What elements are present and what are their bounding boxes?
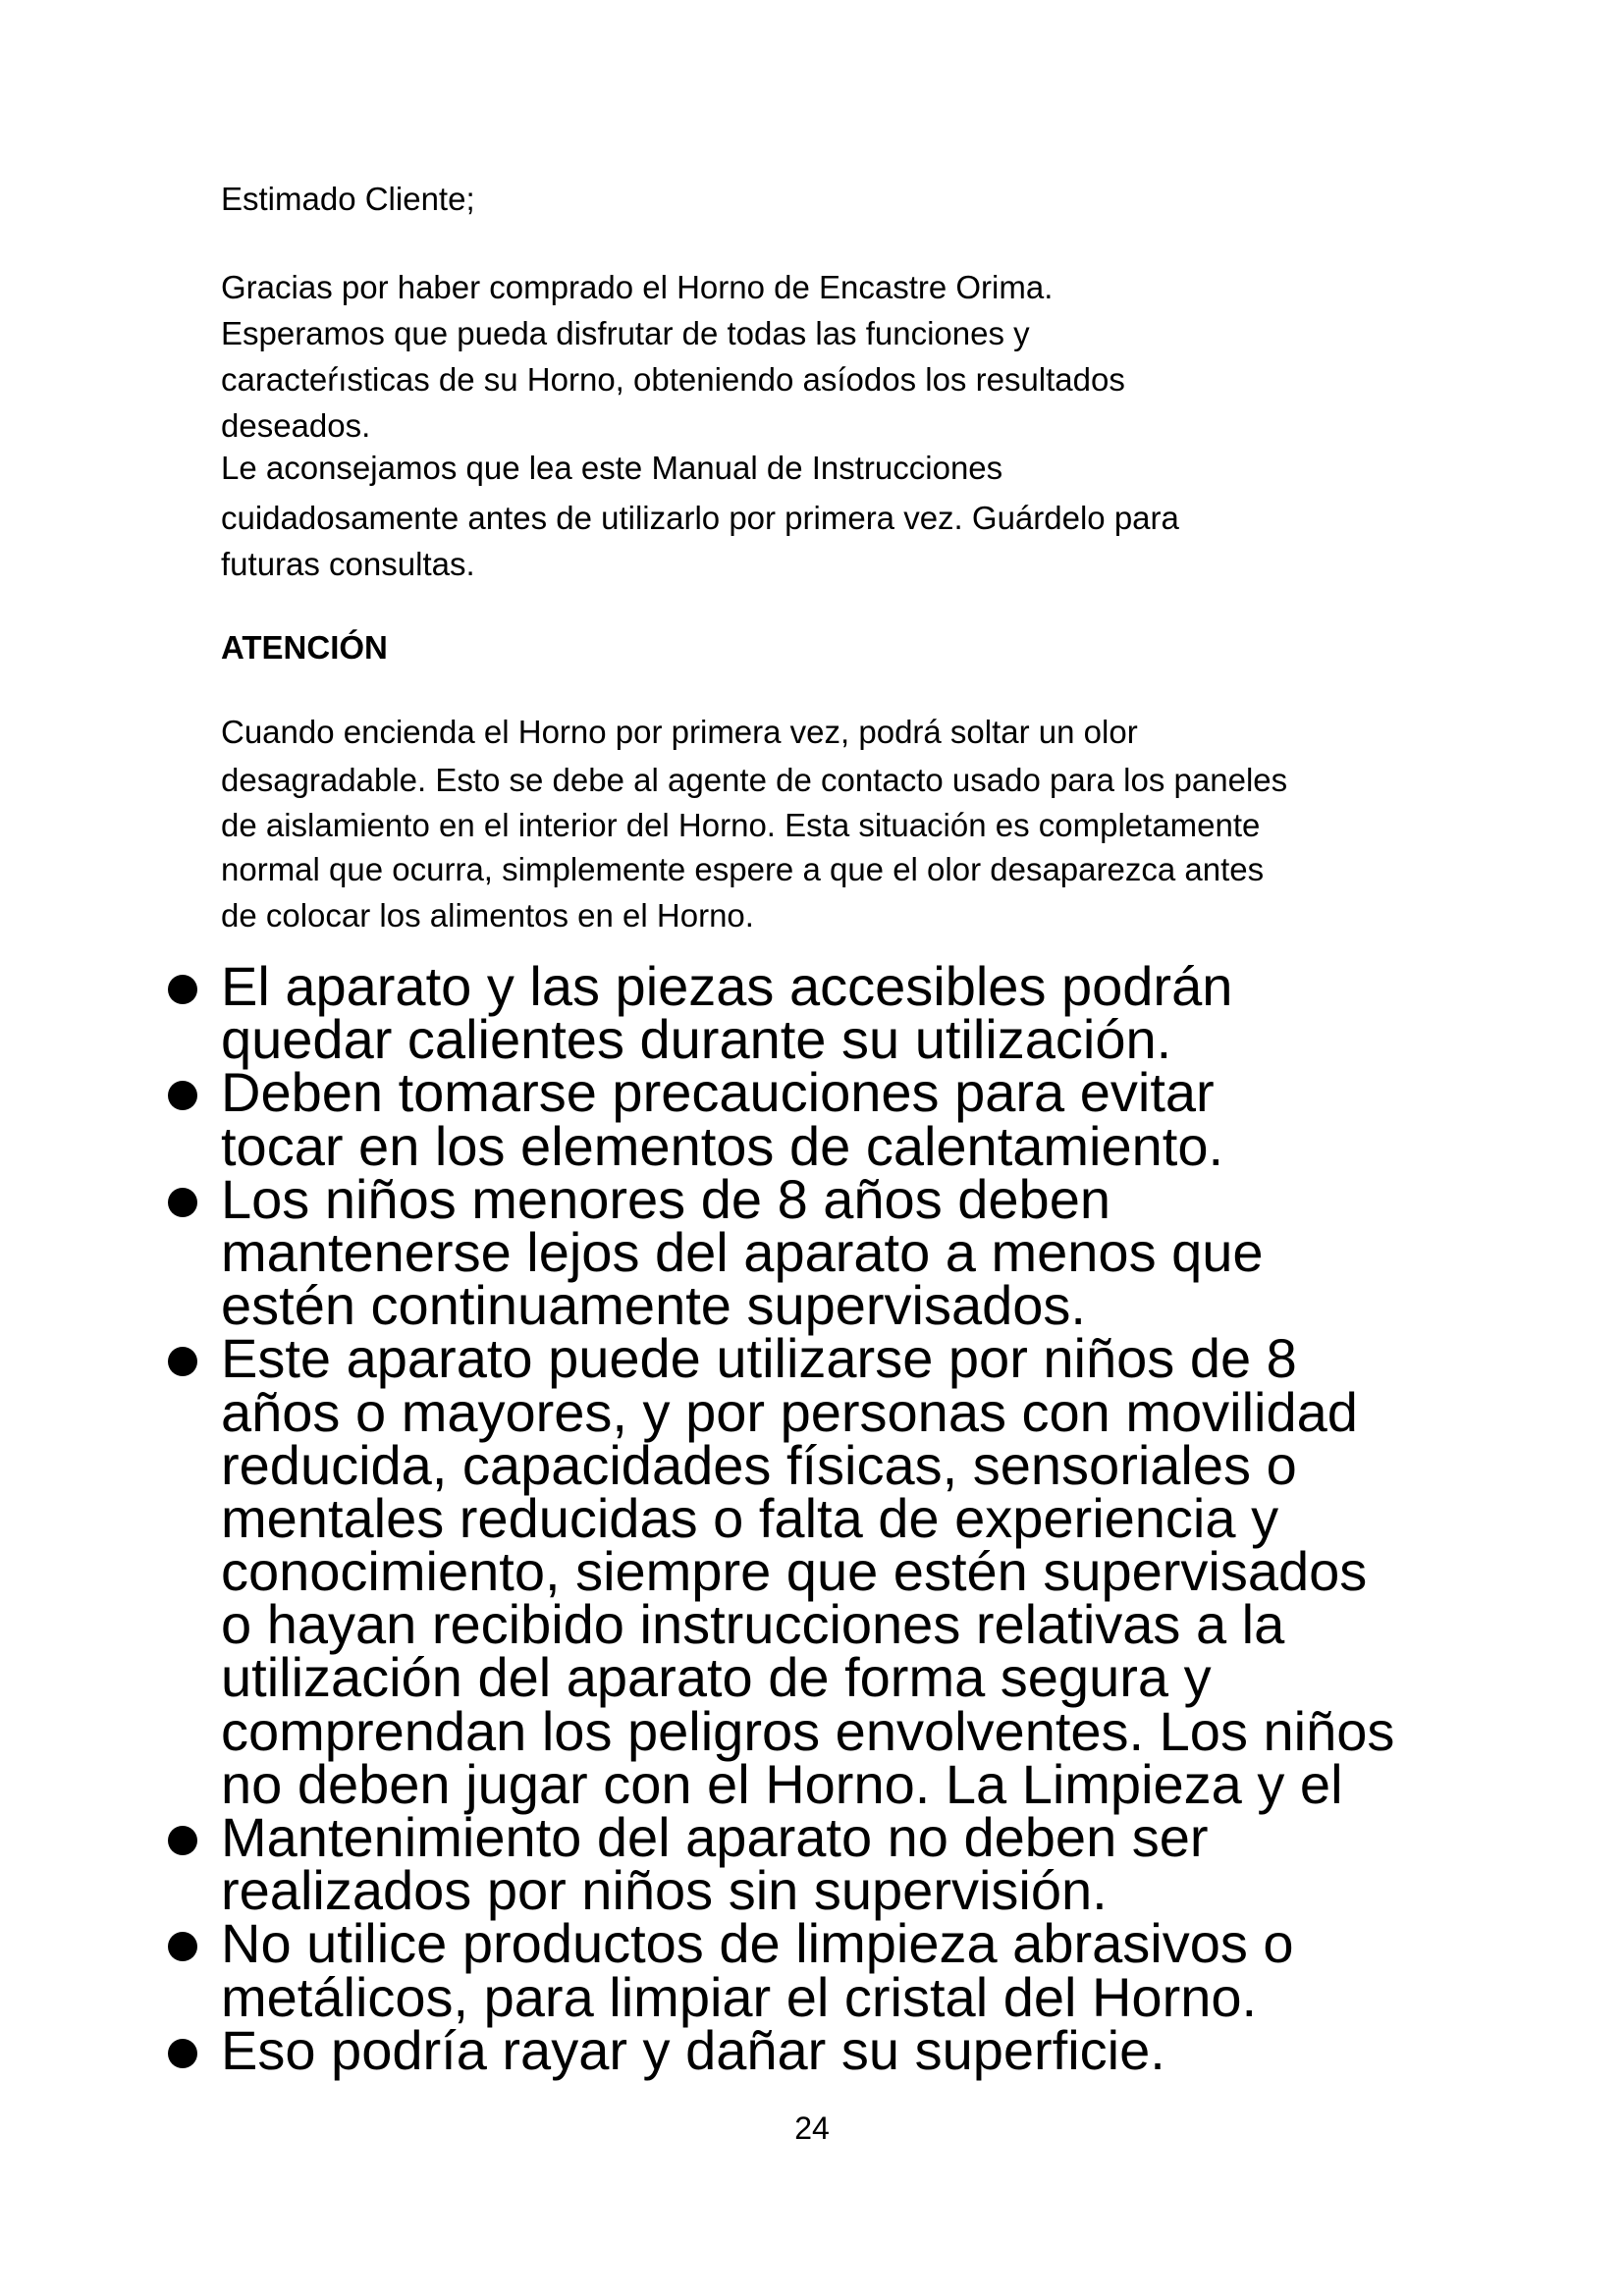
bullet-line [221, 1752, 1497, 1815]
bullet-dot-icon [168, 1932, 197, 1961]
warning-line: de aislamiento en el interior del Horno. Esta situación es completamente [221, 807, 1261, 843]
bullet-text: quedar calientes durante su utilización. [221, 1008, 1172, 1071]
bullet-line [221, 1699, 1497, 1762]
bullet-text: estén continuamente supervisados. [221, 1274, 1086, 1337]
bullet-dot-icon [168, 1188, 197, 1217]
bullet-text: no deben jugar con el Horno. La Limpieza y el [221, 1752, 1343, 1815]
warning-line: de colocar los alimentos en el Horno. [221, 897, 754, 934]
bullet-line [221, 1327, 1497, 1390]
bullet-text: mantenerse lejos del aparato a menos que [221, 1220, 1264, 1283]
intro-line: Esperamos que pueda disfrutar de todas las funciones y [221, 315, 1030, 351]
bullet-line [221, 1806, 1497, 1868]
bullet-text: Mantenimiento del aparato no deben ser [221, 1806, 1209, 1868]
bullet-dot-icon [168, 1347, 197, 1376]
bullet-line [221, 2018, 1497, 2081]
intro-line: Le aconsejamos que lea este Manual de Instrucciones [221, 450, 1003, 486]
bullet-text: conocimiento, siempre que estén supervisados [221, 1540, 1368, 1603]
page-number: 24 [794, 2110, 830, 2146]
bullet-text: Este aparato puede utilizarse por niños de 8 [221, 1327, 1297, 1390]
bullet-text: No utilice productos de limpieza abrasivos o [221, 1912, 1294, 1975]
bullet-text: años o mayores, y por personas con movilidad [221, 1380, 1358, 1443]
bullet-text: comprendan los peligros envolventes. Los niños [221, 1699, 1395, 1762]
bullet-line [221, 1274, 1497, 1337]
warning-title: ATENCIÓN [221, 629, 388, 666]
intro-line: Gracias por haber comprado el Horno de Encastre Orima. [221, 269, 1054, 305]
warning-line: desagradable. Esto se debe al agente de contacto usado para los paneles [221, 762, 1288, 798]
bullet-line [221, 1593, 1497, 1656]
bullet-text: Deben tomarse precauciones para evitar [221, 1061, 1215, 1124]
bullet-text: utilización del aparato de forma segura y [221, 1646, 1212, 1709]
bullet-line [221, 1380, 1497, 1443]
bullet-line [221, 1114, 1497, 1177]
bullet-line [221, 1859, 1497, 1922]
intro-line: deseados. [221, 407, 371, 444]
intro-line: cuidadosamente antes de utilizarlo por primera vez. Guárdelo para [221, 500, 1179, 536]
bullet-line [221, 1912, 1497, 1975]
bullet-line [221, 1646, 1497, 1709]
bullet-text: realizados por niños sin supervisión. [221, 1859, 1108, 1922]
bullet-dot-icon [168, 2039, 197, 2068]
warning-line: normal que ocurra, simplemente espere a que el olor desaparezca antes [221, 851, 1265, 887]
bullet-text: mentales reducidas o falta de experiencia y [221, 1486, 1279, 1549]
bullet-text: Eso podría rayar y dañar su superficie. [221, 2018, 1165, 2081]
bullet-text: tocar en los elementos de calentamiento. [221, 1114, 1224, 1177]
bullet-text: El aparato y las piezas accesibles podrán [221, 955, 1233, 1017]
bullet-line [221, 1008, 1497, 1071]
bullet-line [221, 1486, 1497, 1549]
bullet-line [221, 1965, 1497, 2028]
greeting: Estimado Cliente; [221, 181, 475, 217]
bullet-line [221, 1167, 1497, 1230]
intro-line: caracteŕısticas de su Horno, obteniendo asíodos los resultados [221, 361, 1125, 398]
warning-line: Cuando encienda el Horno por primera vez, podrá soltar un olor [221, 714, 1138, 750]
bullet-text: reducida, capacidades físicas, sensoriales o [221, 1433, 1297, 1496]
bullet-line [221, 1433, 1497, 1496]
safety-bullet-list [221, 955, 1497, 2081]
bullet-text: metálicos, para limpiar el cristal del Horno. [221, 1965, 1258, 2028]
bullet-text: Los niños menores de 8 años deben [221, 1167, 1110, 1230]
bullet-line [221, 1061, 1497, 1124]
bullet-dot-icon [168, 1826, 197, 1855]
bullet-dot-icon [168, 975, 197, 1004]
bullet-line [221, 1540, 1497, 1603]
bullet-text: o hayan recibido instrucciones relativas a la [221, 1593, 1285, 1656]
bullet-line [221, 955, 1497, 1017]
intro-line: futuras consultas. [221, 546, 475, 582]
bullet-dot-icon [168, 1081, 197, 1110]
bullet-line [221, 1220, 1497, 1283]
